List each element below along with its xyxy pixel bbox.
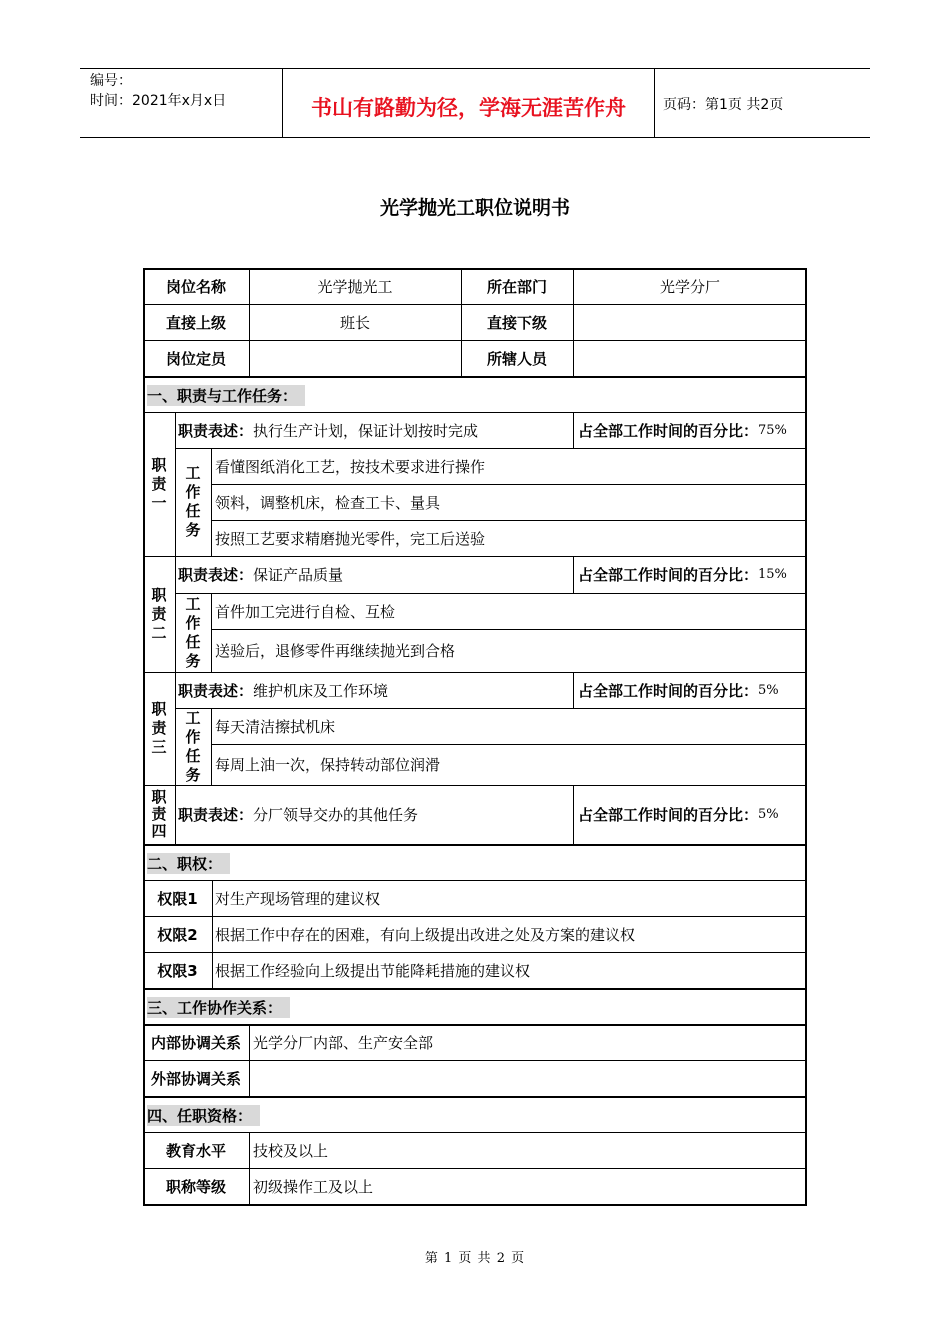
authority-3-text: 根据工作经验向上级提出节能降耗措施的建议权 [215, 961, 531, 980]
duty-2-task-label: 工 作 任 务 [185, 594, 201, 670]
duty-1-task-3: 按照工艺要求精磨抛光零件，完工后送验 [215, 529, 486, 548]
education-label: 教育水平 [165, 1141, 226, 1160]
dept-value: 光学分厂 [659, 277, 720, 296]
duty-1-percent: 占全部工作时间的百分比： 75% [578, 421, 787, 440]
external-relation-label: 外部协调关系 [150, 1069, 241, 1088]
duty-1-task-1: 看懂图纸消化工艺，按技术要求进行操作 [215, 457, 486, 476]
duty-3-desc: 职责表述： 维护机床及工作环境 [178, 681, 389, 700]
header-meta [80, 69, 283, 137]
section-qualification-title: 四、任职资格： [147, 1098, 260, 1132]
title-grade-label: 职称等级 [165, 1177, 226, 1196]
duty-3-task-label: 工 作 任 务 [185, 708, 201, 784]
superior-label: 直接上级 [165, 313, 226, 332]
quota-value [249, 340, 461, 376]
authority-2-text: 根据工作中存在的困难，有向上级提出改进之处及方案的建议权 [215, 925, 636, 944]
subordinate-value [573, 304, 807, 340]
section-duties-title: 一、职责与工作任务： [147, 378, 305, 412]
duty-2-name: 职 责 二 [151, 585, 167, 642]
quota-label: 岗位定员 [165, 349, 226, 368]
duty-2-task-2: 送验后，退修零件再继续抛光到合格 [215, 642, 456, 660]
section-authority-title: 二、职权： [147, 846, 230, 880]
duty-4-desc: 职责表述： 分厂领导交办的其他任务 [178, 806, 419, 824]
duty-3-percent: 占全部工作时间的百分比： 5% [578, 681, 779, 700]
title-grade-text: 初级操作工及以上 [253, 1177, 374, 1196]
duty-4-percent: 占全部工作时间的百分比： 5% [578, 806, 779, 824]
duty-3-task-2: 每周上油一次，保持转动部位润滑 [215, 756, 441, 774]
header-motto-cell [283, 69, 655, 137]
internal-relation-label: 内部协调关系 [150, 1033, 241, 1052]
duty-2-percent: 占全部工作时间的百分比： 15% [578, 566, 787, 584]
document-title: 光学抛光工职位说明书 [379, 197, 570, 219]
duty-4-name: 职 责 四 [151, 788, 167, 840]
duty-1-task-2: 领料，调整机床，检查工卡、量具 [215, 493, 441, 512]
time-label: 时间：2021年x月x日 [90, 93, 227, 109]
page-header [80, 68, 870, 138]
staff-label: 所辖人员 [486, 349, 547, 368]
duty-3-task-1: 每天清洁擦拭机床 [215, 717, 336, 736]
authority-1-text: 对生产现场管理的建议权 [215, 889, 381, 908]
job-description-table [143, 268, 807, 1206]
authority-1-label: 权限1 [157, 889, 198, 908]
section-relations-title: 三、工作协作关系： [147, 990, 290, 1024]
code-label: 编号： [90, 73, 132, 89]
page-footer: 第 1 页 共 2 页 [424, 1251, 526, 1266]
authority-3-label: 权限3 [157, 961, 198, 980]
duty-1-name: 职 责 一 [151, 455, 167, 512]
staff-value [573, 340, 807, 376]
duty-1-task-label: 工 作 任 务 [185, 464, 201, 539]
duty-2-task-1: 首件加工完进行自检、互检 [215, 602, 396, 621]
duty-2-desc: 职责表述： 保证产品质量 [178, 566, 344, 584]
post-name-label: 岗位名称 [165, 277, 226, 296]
education-text: 技校及以上 [253, 1141, 329, 1160]
subordinate-label: 直接下级 [486, 313, 547, 332]
motto: 书山有路勤为径，学海无涯苦作舟 [311, 96, 626, 120]
duty-1-desc: 职责表述： 执行生产计划，保证计划按时完成 [178, 421, 479, 440]
authority-2-label: 权限2 [157, 925, 198, 944]
dept-label: 所在部门 [486, 277, 547, 296]
page-info: 页码：第1页 共2页 [663, 97, 784, 113]
internal-relation-text: 光学分厂内部、生产安全部 [253, 1033, 434, 1052]
superior-value: 班长 [339, 313, 370, 332]
duty-3-name: 职 责 三 [151, 700, 167, 756]
post-name-value: 光学抛光工 [317, 277, 393, 296]
